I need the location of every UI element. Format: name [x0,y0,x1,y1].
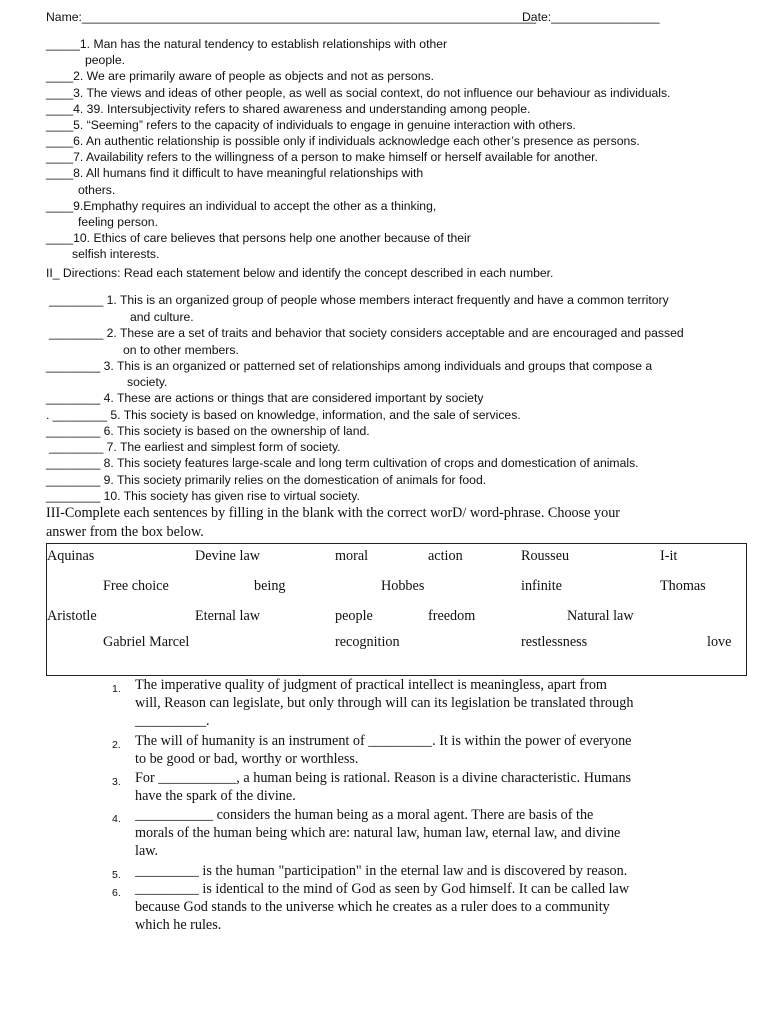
statement-6: ____6. An authentic relationship is possible only if individuals acknowledge each other’s presence as persons. [46,134,640,148]
name-field-label: Name:___________________________________________________________________ [46,10,537,24]
word-recognition: recognition [335,634,400,650]
concept-5: . ________ 5. This society is based on knowledge, information, and the sale of services. [46,408,521,422]
question-4-line1: ___________ considers the human being as a moral agent. There are basis of the [135,807,594,823]
question-3-number: 3. [112,776,121,788]
date-field-label: Date:________________ [522,10,660,24]
question-6-line2: because God stands to the universe which he creates as a ruler does to a community [135,899,610,915]
concept-1-cont: and culture. [130,310,194,324]
question-3-line1: For ___________, a human being is rational. Reason is a divine characteristic. Humans [135,770,632,786]
question-2-line2: to be good or bad, worthy or worthless. [135,751,359,767]
part3-directions-line1: III-Complete each sentences by filling in the blank with the correct worD/ word-phrase. Choose your [46,505,621,521]
word-infinite: infinite [521,578,562,594]
statement-4: ____4. 39. Intersubjectivity refers to shared awareness and understanding among people. [46,102,531,116]
question-6-number: 6. [112,887,121,899]
question-6-line1: _________ is identical to the mind of God as seen by God himself. It can be called law [135,881,630,897]
word-aquinas: Aquinas [47,548,95,564]
word-gabriel-marcel: Gabriel Marcel [103,634,190,650]
question-3-line2: have the spark of the divine. [135,788,296,804]
concept-10: ________ 10. This society has given rise to virtual society. [46,489,360,503]
statement-2: ____2. We are primarily aware of people as objects and not as persons. [46,69,434,83]
word-moral: moral [335,548,369,564]
statement-9: ____9.Emphathy requires an individual to accept the other as a thinking, [46,199,437,213]
statement-8-cont: others. [78,183,116,197]
word-eternal-law: Eternal law [195,608,260,624]
question-2-line1: The will of humanity is an instrument of _________. It is within the power of everyone [135,733,632,749]
statement-5: ____5. “Seeming” refers to the capacity of individuals to engage in genuine interaction with others. [46,118,576,132]
concept-2-cont: on to other members. [123,343,239,357]
concept-4: ________ 4. These are actions or things that are considered important by society [46,391,484,405]
word-natural-law: Natural law [567,608,634,624]
statement-8: ____8. All humans find it difficult to have meaningful relationships with [46,166,424,180]
word-rousseu: Rousseu [521,548,570,564]
word-love: love [707,634,732,650]
question-1-number: 1. [112,683,121,695]
question-4-number: 4. [112,813,121,825]
question-5-line1: _________ is the human "participation" in the eternal law and is discovered by reason. [135,863,628,879]
statement-1-cont: people. [85,53,125,67]
word-hobbes: Hobbes [381,578,425,594]
word-being: being [254,578,286,594]
statement-10: ____10. Ethics of care believes that persons help one another because of their [46,231,471,245]
concept-8: ________ 8. This society features large-scale and long term cultivation of crops and domestication of animals. [46,456,639,470]
word-free-choice: Free choice [103,578,169,594]
word-aristotle: Aristotle [47,608,97,624]
part2-directions: II_ Directions: Read each statement below and identify the concept described in each number. [46,266,554,280]
concept-7: ________ 7. The earliest and simplest form of society. [49,440,341,454]
statement-3: ____3. The views and ideas of other people, as well as social context, do not influence our behaviour as individuals. [46,86,671,100]
question-2-number: 2. [112,739,121,751]
part3-directions-line2: answer from the box below. [46,524,204,540]
question-1-line1: The imperative quality of judgment of practical intellect is meaningless, apart from [135,677,607,693]
word-restlessness: restlessness [521,634,588,650]
question-4-line3: law. [135,843,159,859]
word-people: people [335,608,373,624]
concept-2: ________ 2. These are a set of traits and behavior that society considers acceptable and are encouraged and passed [49,326,684,340]
word-bank-box [46,543,747,676]
question-1-line3: __________. [135,713,210,729]
word-thomas: Thomas [660,578,706,594]
statement-7: ____7. Availability refers to the willingness of a person to make himself or herself available for another. [46,150,598,164]
concept-1: ________ 1. This is an organized group of people whose members interact frequently and have a common territory [49,293,669,307]
concept-3-cont: society. [127,375,168,389]
statement-1: _____1. Man has the natural tendency to establish relationships with other [46,37,448,51]
concept-3: ________ 3. This is an organized or patterned set of relationships among individuals and groups that compose a [46,359,653,373]
question-1-line2: will, Reason can legislate, but only through will can its legislation be translated through [135,695,634,711]
word-devine-law: Devine law [195,548,261,564]
question-6-line3: which he rules. [135,917,222,933]
word-action: action [428,548,463,564]
question-5-number: 5. [112,869,121,881]
concept-9: ________ 9. This society primarily relies on the domestication of animals for food. [46,473,487,487]
concept-6: ________ 6. This society is based on the ownership of land. [46,424,370,438]
word-freedom: freedom [428,608,476,624]
statement-10-cont: selfish interests. [72,247,160,261]
question-4-line2: morals of the human being which are: natural law, human law, eternal law, and divine [135,825,621,841]
statement-9-cont: feeling person. [78,215,158,229]
word-i-it: I-it [660,548,678,564]
